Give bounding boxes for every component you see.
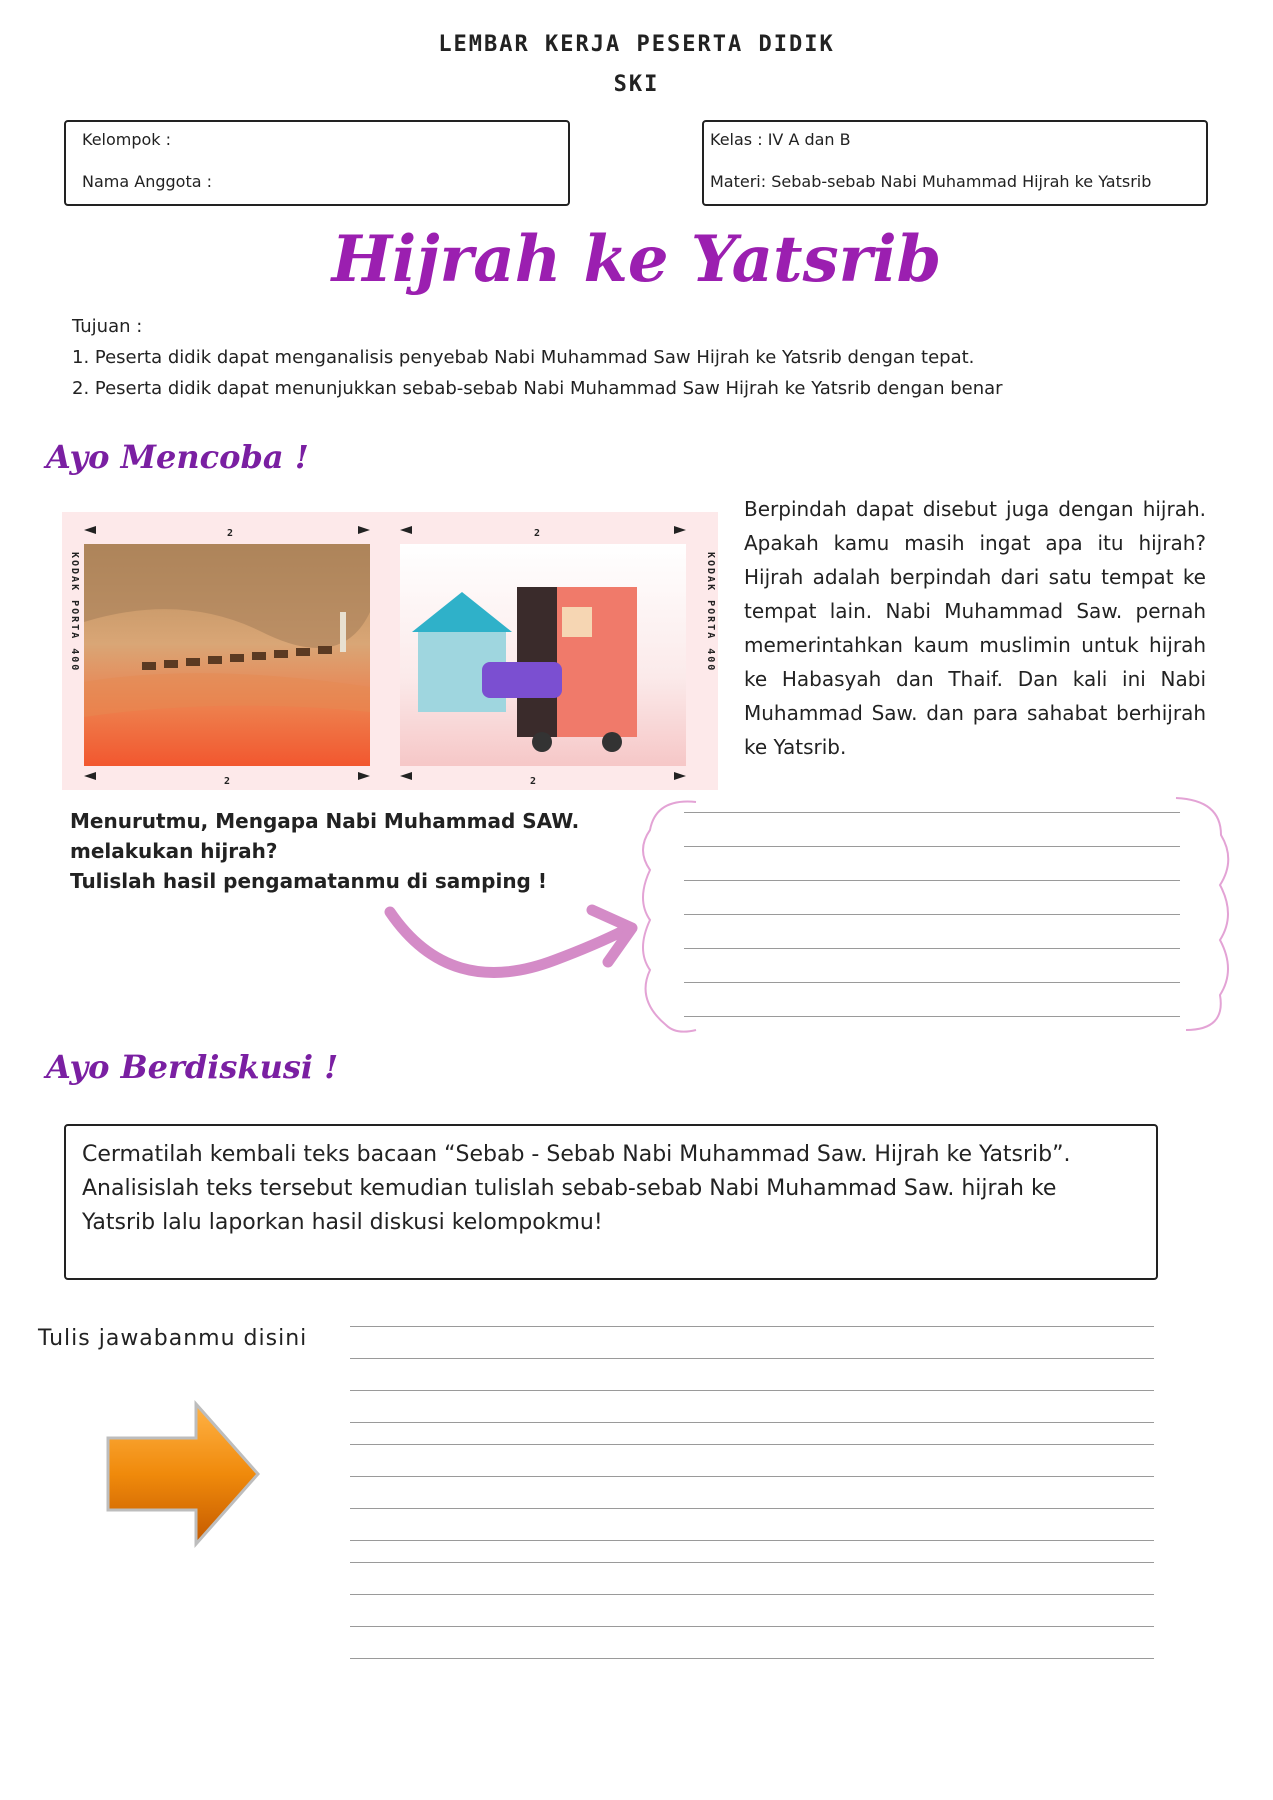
answer-line bbox=[684, 948, 1180, 949]
tujuan-label: Tujuan : bbox=[72, 316, 143, 337]
film-strip-illustration bbox=[62, 512, 718, 790]
kelompok-label: Kelompok : bbox=[82, 130, 172, 149]
tujuan-item-1: 1. Peserta didik dapat menganalisis penyebab Nabi Muhammad Saw Hijrah ke Yatsrib dengan tepat. bbox=[72, 347, 975, 368]
reading-paragraph: Berpindah dapat disebut juga dengan hijrah. Apakah kamu masih ingat apa itu hijrah? Hijrah adalah berpindah dari satu tempat ke tempat lain. Nabi Muhammad Saw. pernah memerintahkan kaum muslimin untuk hijrah ke Habasyah dan Thaif. Dan kali ini Nabi Muhammad Saw. dan para sahabat berhijrah ke Yatsrib. bbox=[744, 497, 1206, 759]
answer-line bbox=[684, 914, 1180, 915]
film-strip-image bbox=[62, 512, 718, 790]
answer-line bbox=[350, 1358, 1154, 1359]
answer-line bbox=[350, 1326, 1154, 1327]
instruction-text: Cermatilah kembali teks bacaan “Sebab - Sebab Nabi Muhammad Saw. Hijrah ke Yatsrib”. Analisislah teks tersebut kemudian tulislah sebab-sebab Nabi Muhammad Saw. hijrah ke Yatsrib lalu laporkan hasil diskusi kelompokmu! bbox=[82, 1142, 1071, 1235]
answer-line bbox=[350, 1390, 1154, 1391]
answer-line bbox=[350, 1562, 1154, 1563]
question-line-2: melakukan hijrah? bbox=[70, 839, 278, 863]
answer-line bbox=[684, 1016, 1180, 1017]
answer-line bbox=[350, 1476, 1154, 1477]
section-title-ayo-berdiskusi: Ayo Berdiskusi ! bbox=[46, 1048, 339, 1086]
answer-cloud-outline bbox=[636, 790, 1236, 1040]
subject-label: SKI bbox=[613, 72, 660, 97]
tujuan-item-2: 2. Peserta didik dapat menunjukkan sebab-sebab Nabi Muhammad Saw Hijrah ke Yatsrib dengan benar bbox=[72, 378, 1003, 399]
section-title-ayo-mencoba: Ayo Mencoba ! bbox=[46, 438, 309, 476]
film-frame-number: 2 bbox=[224, 776, 231, 787]
answer-line bbox=[350, 1540, 1154, 1541]
film-brand-label: KODAK PORTA 400 bbox=[69, 552, 80, 673]
materi-label: Materi: Sebab-sebab Nabi Muhammad Hijrah ke Yatsrib bbox=[710, 172, 1152, 191]
answer-line bbox=[350, 1594, 1154, 1595]
answer-line bbox=[684, 982, 1180, 983]
group-info-box bbox=[64, 120, 570, 206]
orange-arrow-icon bbox=[104, 1400, 264, 1550]
answer-label: Tulis jawabanmu disini bbox=[38, 1326, 308, 1351]
answer-line bbox=[684, 880, 1180, 881]
answer-line bbox=[350, 1626, 1154, 1627]
answer-line bbox=[350, 1422, 1154, 1423]
question-text bbox=[70, 806, 630, 896]
film-frame-number: 2 bbox=[530, 776, 537, 787]
question-line-3: Tulislah hasil pengamatanmu di samping ! bbox=[70, 869, 547, 893]
instruction-box bbox=[64, 1124, 1158, 1280]
kelas-label: Kelas : IV A dan B bbox=[710, 130, 851, 149]
nama-anggota-label: Nama Anggota : bbox=[82, 172, 212, 191]
question-line-1: Menurutmu, Mengapa Nabi Muhammad SAW. bbox=[70, 809, 580, 833]
main-title: Hijrah ke Yatsrib bbox=[331, 222, 942, 297]
answer-line bbox=[350, 1658, 1154, 1659]
answer-line bbox=[684, 812, 1180, 813]
answer-line bbox=[350, 1444, 1154, 1445]
film-brand-label: KODAK PORTA 400 bbox=[705, 552, 716, 673]
answer-line bbox=[684, 846, 1180, 847]
worksheet-title: LEMBAR KERJA PESERTA DIDIK bbox=[438, 32, 835, 57]
class-info-box bbox=[702, 120, 1208, 206]
film-frame-number: 2 bbox=[534, 528, 541, 539]
film-frame-number: 2 bbox=[227, 528, 234, 539]
answer-line bbox=[350, 1508, 1154, 1509]
curved-arrow-icon bbox=[380, 890, 640, 1000]
